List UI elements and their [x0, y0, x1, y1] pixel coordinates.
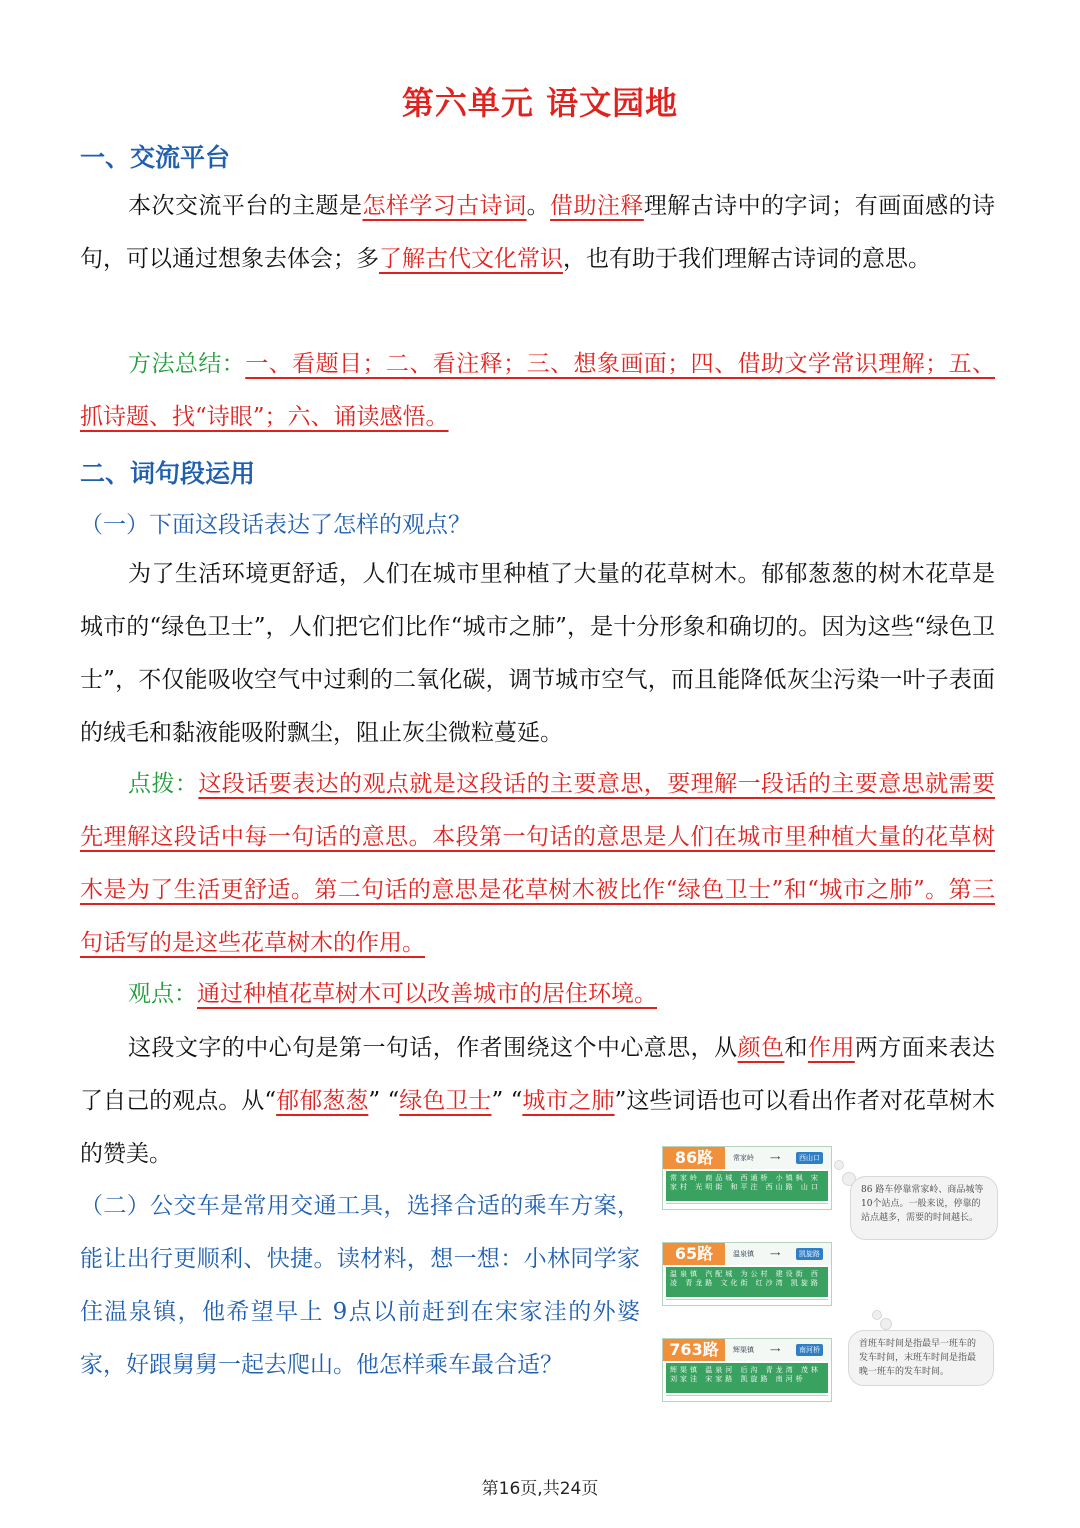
hint-label: 点拨： — [128, 771, 199, 797]
underlined-key-phrase: 了解古代文化常识 — [379, 246, 563, 272]
arrow-right-icon: ⟶ — [769, 1346, 781, 1354]
text-span: 本次交流平台的主题是 — [128, 193, 363, 219]
bus-number: 65路 — [663, 1243, 725, 1265]
method-label: 方法总结： — [128, 351, 246, 377]
viewpoint-label: 观点： — [128, 981, 197, 1007]
viewpoint-paragraph — [80, 968, 995, 1021]
section-heading-exchange: 一、交流平台 — [80, 143, 231, 172]
underlined-key-phrase: 借助注释 — [550, 193, 644, 219]
underlined-key-phrase: 城市之肺 — [522, 1088, 615, 1114]
hint-text: 这段话要表达的观点就是这段话的主要意思，要理解一段话的主要意思就需要先理解这段话中每一句话的意思。本段第一句话的意思是人们在城市里种植大量的花草树木是为了生活更舒适。第二句话的意思是花草树木被比作“绿色卫士”和“城市之肺”。第三句话写的是这些花草树木的作用。 — [80, 771, 996, 956]
text-span: 这段文字的中心句是第一句话，作者围绕这个中心意思，从 — [128, 1035, 738, 1061]
bubble-dot — [880, 1318, 892, 1330]
method-text: 一、看题目；二、看注释；三、想象画面；四、借助文学常识理解；五、抓诗题、找“诗眼”；六、诵读感悟。 — [80, 351, 996, 430]
bus-card-footer — [666, 1299, 828, 1305]
route-end: 西山口 — [796, 1152, 823, 1164]
underlined-key-phrase: 作用 — [807, 1035, 855, 1061]
text-span: ” “ — [491, 1088, 523, 1114]
arrow-right-icon: ⟶ — [769, 1250, 781, 1258]
bus-route-ends — [725, 1344, 831, 1356]
bus-card-footer — [666, 1395, 828, 1401]
bus-stop-list: 辉渠镇 温泉河 后沟 青龙湾 茂林 刘家洼 宋家路 凯旋路 南河桥 — [666, 1363, 828, 1393]
bus-card-header — [663, 1243, 831, 1265]
note-bubble-schedule: 首班车时间是指最早一班车的发车时间，末班车时间是指最晚一班车的发车时间。 — [848, 1330, 994, 1386]
question-two-text: （二）公交车是常用交通工具，选择合适的乘车方案，能让出行更顺利、快捷。读材料，想一想：小林同学家住温泉镇，他希望早上 9点以前赶到在宋家洼的外婆家，好跟舅舅一起去爬山。他怎样乘车最合适？ — [80, 1193, 640, 1378]
bus-route-card-65 — [662, 1242, 832, 1306]
underlined-key-phrase: 颜色 — [737, 1035, 785, 1061]
route-start: 常家岭 — [732, 1154, 754, 1162]
method-summary — [80, 338, 995, 444]
bus-route-ends — [725, 1248, 831, 1260]
bus-card-footer — [666, 1203, 828, 1209]
route-start: 辉渠镇 — [732, 1346, 754, 1354]
underlined-key-phrase: 绿色卫士 — [399, 1088, 492, 1114]
page-title: 第六单元 语文园地 — [401, 84, 679, 122]
bus-route-ends — [725, 1152, 831, 1164]
bus-route-card-86 — [662, 1146, 832, 1210]
bubble-dot — [834, 1160, 844, 1170]
hint-paragraph — [80, 758, 995, 970]
note-bubble-stops: 86 路车停靠常家岭、商品城等10个站点。一般来说，停靠的站点越多，需要的时间越长。 — [850, 1176, 998, 1240]
question-one-passage: 为了生活环境更舒适，人们在城市里种植了大量的花草树木。郁郁葱葱的树木花草是城市的“绿色卫士”，人们把它们比作“城市之肺”，是十分形象和确切的。因为这些“绿色卫士”，不仅能吸收空气中过剩的二氧化碳，调节城市空气，而且能降低灰尘污染一叶子表面的绒毛和黏液能吸附飘尘，阻止灰尘微粒蔓延。 — [80, 561, 995, 746]
section-heading-usage: 二、词句段运用 — [80, 459, 256, 488]
question-one-title: （一）下面这段话表达了怎样的观点？ — [80, 512, 471, 538]
bus-stop-list: 常家岭 商品城 西通桥 小镇枫 宋家村 光明街 和平注 西山路 山口 — [666, 1171, 828, 1201]
bus-card-header — [663, 1339, 831, 1361]
bus-route-card-763 — [662, 1338, 832, 1402]
viewpoint-text: 通过种植花草树木可以改善城市的居住环境。 — [197, 981, 657, 1007]
text-span: 和 — [784, 1035, 808, 1061]
bus-stop-list: 温泉镇 汽配城 为公村 建设街 西凌 青龙路 文化街 红沙湾 凯旋路 — [666, 1267, 828, 1297]
bubble-dot — [872, 1310, 882, 1320]
page-footer: 第16页,共24页 — [481, 1479, 599, 1499]
underlined-key-phrase: 郁郁葱葱 — [276, 1088, 369, 1114]
text-span: ”这些词语也可以看出作者对花草树木的赞美。 — [80, 1088, 996, 1167]
text-span: 理解古诗中的字词；有画面感的诗句，可以通过想象去体会；多 — [80, 193, 996, 272]
text-span: ” “ — [368, 1088, 400, 1114]
exchange-paragraph — [80, 180, 995, 286]
route-start: 温泉镇 — [732, 1250, 754, 1258]
text-span: 。 — [526, 193, 551, 219]
text-span: 两方面来表达了自己的观点。从“ — [80, 1035, 996, 1114]
arrow-right-icon: ⟶ — [769, 1154, 781, 1162]
route-end: 凯旋路 — [796, 1248, 823, 1260]
route-end: 南河桥 — [796, 1344, 823, 1356]
text-span: ，也有助于我们理解古诗词的意思。 — [563, 246, 931, 272]
bus-number: 763路 — [663, 1339, 725, 1361]
underlined-key-phrase: 怎样学习古诗词 — [362, 193, 527, 219]
bus-number: 86路 — [663, 1147, 725, 1169]
explain-paragraph — [80, 1022, 995, 1181]
bus-card-header — [663, 1147, 831, 1169]
